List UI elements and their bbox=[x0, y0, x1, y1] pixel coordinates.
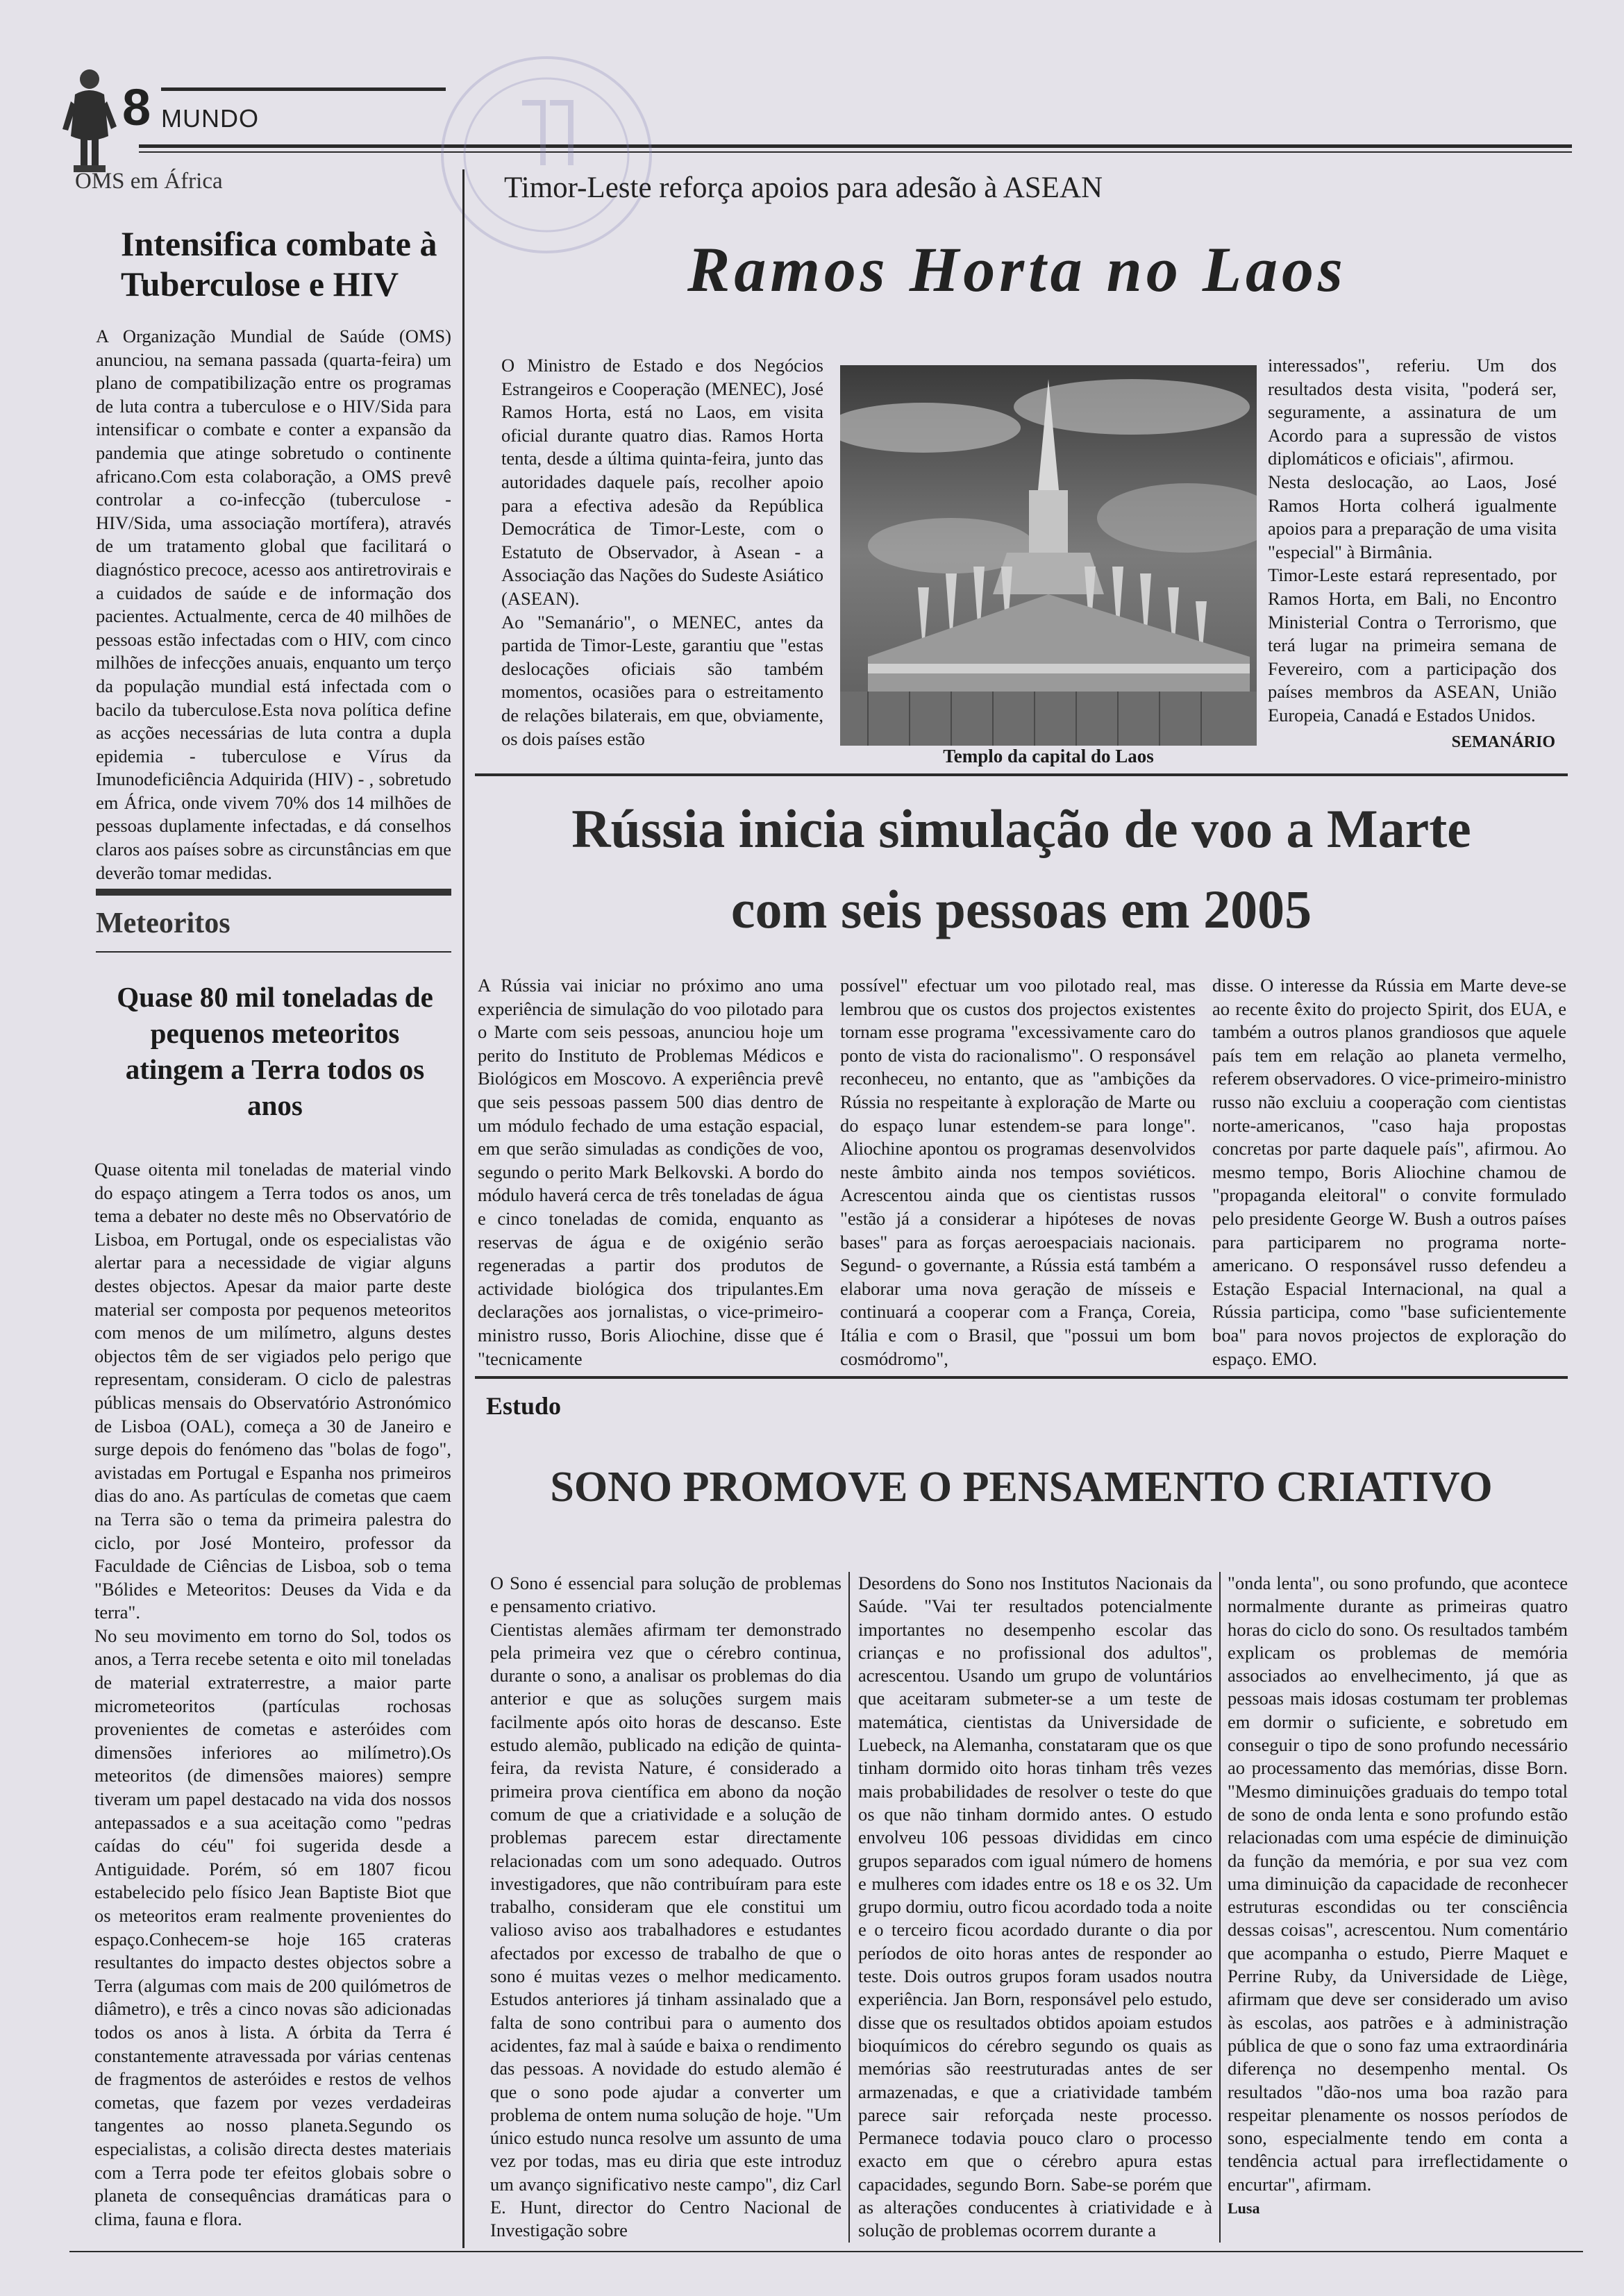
russia-col-1: A Rússia vai iniciar no próximo ano uma experiência de simulação do voo pilotado para o Marte com seis pessoas, anunciou hoje um perito do Instituto de Problemas Médicos e Biológicos em Moscovo. A experiência prevê que seis pessoas passem 500 dias dentro de um módulo fechado de uma estação espacial, em que serão simuladas as condições de voo, segundo o perito Mark Belkovski. A bordo do módulo haverá cerca de três toneladas de água e cinco toneladas de comida, enquanto as reservas de água e de oxigénio serão regeneradas a partir dos produtos de actividade biológica dos tripulantes.Em declarações aos jornalistas, o vice-primeiro-ministro russo, Boris Aliochine, disse que é "tecnicamente bbox=[478, 975, 823, 1369]
tb-title-line-1: Intensifica combate à bbox=[121, 224, 437, 263]
horta-col-2-paragraph-1: interessados", referiu. Um dos resultados desta visita, "poderá ser, seguramente, a assinatura de um Acordo para a supressão de vistos diplomáticos e oficiais", afirmou. bbox=[1268, 355, 1557, 469]
meteor-body bbox=[94, 1158, 451, 2231]
sono-col-1-paragraph-1: O Sono é essencial para solução de problemas e pensamento criativo. bbox=[490, 1573, 842, 1617]
russia-title-line-2: com seis pessoas em 2005 bbox=[730, 879, 1312, 939]
sono-col-2: Desordens do Sono nos Institutos Nacionais da Saúde. "Vai ter resultados potencialmente importantes no desempenho escolar das crianças e no profissional dos adultos", acrescentou. Usando um grupo de voluntários que aceitaram submeter-se a um teste de matemática, cientistas da Universidade de Luebeck, na Alemanha, constataram que os que tinham dormido oito horas tinham três vezes mais probabilidades de resolver o teste do que os que não tinham dormido antes. O estudo envolveu 106 pessoas divididas em cinco grupos separados com igual número de homens e mulheres com idades entre os 18 e os 32. Um grupo dormiu, outro ficou acordado toda a noite e o terceiro ficou acordado durante o dia por períodos de oito horas antes de responder ao teste. Dois outros grupos foram usados noutra experiência. Jan Born, responsável pelo estudo, disse que os resultados obtidos apoiam estudos bioquímicos do cérebro segundo os quais as memórias são reestruturadas antes de ser armazenadas, e que a criatividade também parece sair reforçada neste processo. Permanece todavia pouco claro o processo exacto em que o cérebro apura estas capacidades, segundo Born. Sabe-se porém que as alterações conducentes à criatividade e à solução de problemas ocorrem durante a bbox=[858, 1573, 1212, 2241]
page-bottom-rule bbox=[69, 2251, 1583, 2252]
horta-col-2-paragraph-2: Nesta deslocação, ao Laos, José Ramos Horta colherá igualmente apoios para a preparação de uma visita "especial" à Birmânia. bbox=[1268, 471, 1557, 562]
horta-col-1-paragraph-1: O Ministro de Estado e dos Negócios Estrangeiros e Cooperação (MENEC), José Ramos Horta, está no Laos, em visita oficial durante quatro dias. Ramos Horta tenta, desde a última quinta-feira, junto das autoridades daquele país, recolher apoio para a efectiva adesão da República Democrática de Timor-Leste, com o Estatuto de Observador, à Asean - a Associação das Nações do Sudeste Asiático (ASEAN). bbox=[501, 355, 823, 609]
meteor-paragraph-1: Quase oitenta mil toneladas de material vindo do espaço atingem a Terra todos os anos, um tema a debater no deste mês no Observatório de Lisboa, em Portugal, onde os especialistas vão alertar para a necessidade de vigiar alguns destes objectos. Apesar da maior parte deste material ser composta por pequenos meteoritos com menos de um milímetro, alguns destes objectos têm de ser vigiados pelo perigo que representam, consideram. O ciclo de palestras públicas mensais do Observatório Astronómico de Lisboa (OAL), começa a 30 de Janeiro e surge depois do fenómeno das "bolas de fogo", avistadas em Portugal e Espanha nos primeiros dias do ano. As partículas de cometas que caem na Terra são o tema da primeira palestra do ciclo, por José Monteiro, professor da Faculdade de Ciências de Lisboa, sob o tema "Bólides e Meteoritos: Deuses da Vida e da terra". bbox=[94, 1159, 451, 1623]
horta-col-2-paragraph-3: Timor-Leste estará representado, por Ramos Horta, em Bali, no Encontro Ministerial Contra o Terrorismo, que terá lugar na primeira semana de Fevereiro, com a participação dos países membros da ASEAN, União Europeia, Canadá e Estados Unidos. bbox=[1268, 564, 1557, 726]
stamp-watermark bbox=[439, 54, 654, 255]
tb-title-line-2: Tuberculose e HIV bbox=[121, 265, 399, 303]
meteor-kicker-rule bbox=[96, 951, 451, 953]
sono-col-1-paragraph-2: Cientistas alemães afirmam ter demonstrado pela primeira vez que o cérebro continua, durante o sono, a analisar os problemas do dia anterior e que as soluções surgem mais facilmente após oito horas de descanso. Este estudo alemão, publicado na edição de quinta-feira, da revista Nature, é considerado a primeira prova científica em abono da noção comum de que a criatividade e a solução de problemas parecem estar directamente relacionadas com um sono adequado. Outros investigadores, que não contribuíram para este trabalho, consideram que ele constitui um valioso aviso aos trabalhadores e estudantes afectados por excesso de trabalho de que o sono é muitas vezes o melhor medicamento. Estudos anteriores já tinham assinalado que a falta de sono contribui para o aumento dos acidentes, faz mal à saúde e baixa o rendimento das pessoas. A novidade do estudo alemão é que o sono pode ajudar a converter um problema de ontem numa solução de hoje. "Um único estudo nunca resolve um assunto de uma vez por todas, mas eu diria que este introduz um avanço significativo neste campo", diz Carl E. Hunt, director do Centro Nacional de Investigação sobre bbox=[490, 1618, 842, 2241]
russia-bottom-rule bbox=[475, 1376, 1568, 1379]
meteor-title-line-3: atingem a Terra todos os bbox=[125, 1053, 425, 1085]
meteor-paragraph-2: No seu movimento em torno do Sol, todos os anos, a Terra recebe setenta e oito mil toneladas de material extraterrestre, a maior parte micrometeoritos (partículas rochosas provenientes de cometas e asteróides com dimensões inferiores ao milímetro).Os meteoritos (de dimensões maiores) sempre tiveram um papel destacado na vida dos nossos antepassados e a sua aceitação como "pedras caídas do céu" foi sugerida desde a Antiguidade. Porém, só em 1807 ficou estabelecido pelo físico Jean Baptiste Biot que os meteoritos eram realmente provenientes do espaço.Conhecem-se hoje 165 crateras resultantes do impacto destes objectos sobre a Terra (algumas com mais de 200 quilómetros de diâmetro), e três a cinco novas são adicionadas todos os anos à lista. A órbita da Terra é constantemente atravessada por várias centenas de fragmentos de asteróides e restos de velhos cometas, que fazem por vezes verdadeiras tangentes ao nosso planeta.Segundo os especialistas, a colisão directa destes materiais com a Terra pode ter efeitos globais sobre o planeta de consequências dramáticas para o clima, fauna e flora. bbox=[94, 1625, 451, 2229]
meteor-title-line-2: pequenos meteoritos bbox=[150, 1017, 400, 1049]
sono-col-1 bbox=[490, 1572, 842, 2243]
tb-body: A Organização Mundial de Saúde (OMS) anunciou, na semana passada (quarta-feira) um plano de compatibilização entre os programas de luta contra a tuberculose e o HIV/Sida para intensificar o combate e conter a expansão da pandemia que atinge sobretudo o continente africano.Com esta colaboração, a OMS prevê controlar a co-infecção (tuberculose - HIV/Sida, uma associação mortífera), através de um tratamento global que facilitará o diagnóstico precoce, acesso aos antiretrovirais e a cuidados de saúde e de informação dos pacientes. Actualmente, cerca de 40 milhões de pessoas estão infectadas com o HIV, com cinco milhões de infecções anuais, enquanto um terço da população mundial está infectada com o bacilo da tuberculose.Esta nova política define as acções necessárias de luta contra a dupla epidemia - tuberculose e Vírus da Imunodeficiência Adquirida (HIV) - , sobretudo em África, onde vivem 70% dos 14 milhões de pessoas duplamente infectadas, e dá conselhos claros aos países sobre as circunstâncias em que deverão tomar medidas. bbox=[96, 326, 451, 883]
horta-col-1 bbox=[501, 354, 823, 751]
horta-title: Ramos Horta no Laos bbox=[687, 234, 1347, 305]
tb-bottom-rule bbox=[96, 889, 451, 896]
horta-bottom-rule bbox=[475, 773, 1568, 776]
header-rule-top bbox=[139, 144, 1572, 148]
meteor-kicker: Meteoritos bbox=[96, 907, 231, 939]
header-rule-bottom bbox=[139, 151, 1572, 153]
sono-title: SONO PROMOVE O PENSAMENTO CRIATIVO bbox=[550, 1464, 1493, 1511]
russia-col-2: possível" efectuar um voo pilotado real, mas lembrou que os custos dos projectos existentes tornam esse programa "excessivamente caro do ponto de vista do racionalismo". O responsável reconheceu, no entanto, que as "ambições da Rússia no respeitante à exploração de Marte ou do espaço lunar estendem-se para longe". Aliochine apontou os programas desenvolvidos neste âmbito ainda nos tempos soviéticos. Acrescentou ainda que os cientistas russos "estão já a considerar a hipóteses de novas bases" para as forças aeroespaciais nacionais. Segund- o governante, a Rússia está também a elaborar uma nova geração de mísseis e continuará a cooperar com a França, Coreia, Itália e com o Brasil, que "possui um bom cosmódromo", bbox=[840, 975, 1196, 1369]
sono-col-3: "onda lenta", ou sono profundo, que acontece normalmente durante as primeiras quatro horas do ciclo do sono. Os resultados também explicam os problemas de memória associados ao envelhecimento, já que as pessoas mais idosas costumam ter problemas em dormir o suficiente, e sobretudo em conseguir o tipo de sono profundo necessário ao processamento das memórias, disse Born. "Mesmo diminuições graduais do tempo total de sono de onda lenta e sono profundo estão relacionadas com uma espécie de diminuição da função da memória, e por sua vez com uma diminuição da capacidade de reconhecer estruturas escondidas ou ter consciência dessas coisas", acrescentou. Num comentário que acompanha o estudo, Pierre Maquet e Perrine Ruby, da Universidade de Liège, afirmam que deve ser considerado um aviso às escolas, aos patrões e à administração pública de que o sono faz uma extraordinária diferença no desempenho mental. Os resultados "dão-nos uma boa razão para respeitar plenamente os nossos períodos de sono, especialmente tendo em conta a tendência actual para irreflectidamente o encurtar", afirmam. bbox=[1228, 1573, 1568, 2195]
left-column-rule bbox=[462, 169, 464, 2248]
page-number: 8 bbox=[122, 78, 151, 136]
russia-title-line-1: Rússia inicia simulação de voo a Marte bbox=[571, 798, 1471, 859]
horta-kicker: Timor-Leste reforça apoios para adesão à ASEAN bbox=[504, 171, 1103, 204]
horta-col-2 bbox=[1268, 354, 1557, 728]
photo-caption: Templo da capital do Laos bbox=[943, 746, 1154, 766]
temple-photo bbox=[840, 365, 1257, 746]
sono-source: Lusa bbox=[1228, 2199, 1260, 2217]
sono-col-rule-2 bbox=[1219, 1572, 1221, 2243]
header-rule-short bbox=[161, 87, 446, 91]
horta-col-1-paragraph-2: Ao "Semanário", o MENEC, antes da partida de Timor-Leste, garantiu que "estas deslocações oficiais são também momentos, ocasiões para o estreitamento de relações bilaterais, em que, obviamente, os dois países estão bbox=[501, 611, 823, 749]
russia-col-3: disse. O interesse da Rússia em Marte deve-se ao recente êxito do projecto Spirit, dos EUA, e também a outros planos grandiosos que aquele país tem em relação ao planeta vermelho, referem observadores. O vice-primeiro-ministro russo não excluiu a cooperação com cientistas norte-americanos, "caso haja propostas concretas por parte daquele país", afirmou. Ao mesmo tempo, Boris Aliochine chamou de "propaganda eleitoral" o convite formulado pelo presidente George W. Bush a outros países para participarem no programa norte-americano. O responsável russo defendeu a Estação Espacial Internacional, na qual a Rússia participa, como "base suficientemente boa" para novos projectos de exploração do espaço. EMO. bbox=[1212, 975, 1566, 1369]
tb-kicker: OMS em África bbox=[75, 169, 223, 194]
horta-source: SEMANÁRIO bbox=[1451, 733, 1555, 751]
sono-kicker: Estudo bbox=[486, 1392, 562, 1420]
section-label: MUNDO bbox=[161, 104, 259, 133]
meteor-title-line-4: anos bbox=[247, 1089, 303, 1121]
sono-col-rule-1 bbox=[848, 1572, 850, 2243]
meteor-title-line-1: Quase 80 mil toneladas de bbox=[117, 981, 433, 1013]
statue-icon bbox=[61, 67, 118, 175]
